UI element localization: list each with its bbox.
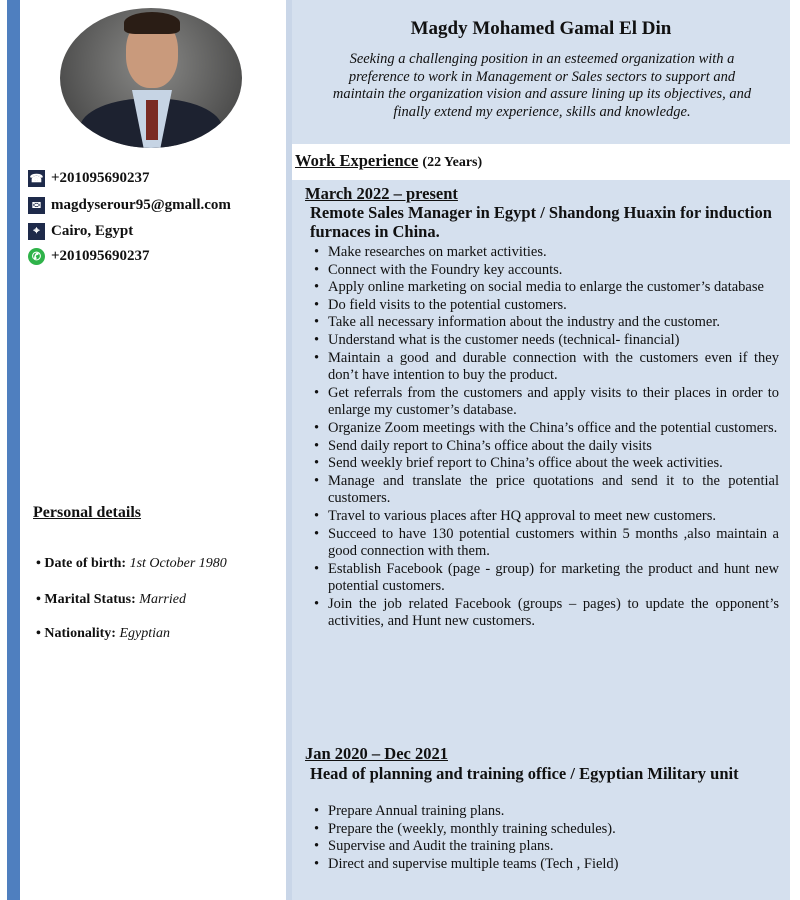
- job-bullet-item: • Make researches on market activities.: [312, 244, 779, 262]
- personal-details-title: Personal details: [33, 504, 141, 521]
- contact-email[interactable]: [28, 197, 231, 214]
- job-bullet-item: • Direct and supervise multiple teams (Tech , Field): [312, 856, 779, 874]
- job-bullet-item: • Send daily report to China’s office about the daily visits: [312, 438, 779, 456]
- contact-phone: [28, 170, 150, 187]
- job-bullet-item: • Prepare the (weekly, monthly training schedules).: [312, 821, 779, 839]
- candidate-name: Magdy Mohamed Gamal El Din: [410, 18, 672, 39]
- right-margin: [790, 0, 800, 900]
- whatsapp-text: +201095690237: [51, 248, 150, 264]
- job-bullet-item: • Travel to various places after HQ approval to meet new customers.: [312, 508, 779, 526]
- job-bullet-item: • Supervise and Audit the training plans.: [312, 838, 779, 856]
- personal-marital: • Marital Status: Married: [36, 592, 186, 607]
- job-bullet-item: • Connect with the Foundry key accounts.: [312, 262, 779, 280]
- left-accent-bar: [7, 0, 20, 900]
- nationality-label: Nationality:: [44, 626, 116, 641]
- job-role: Remote Sales Manager in Egypt / Shandong Huaxin for induction furnaces in China.: [310, 203, 772, 241]
- job-date: March 2022 – present: [305, 184, 458, 203]
- job-bullet-item: • Do field visits to the potential customers.: [312, 297, 779, 315]
- job-bullet-item: • Understand what is the customer needs (technical- financial): [312, 332, 779, 350]
- profile-photo: [60, 8, 242, 148]
- work-experience-years: (22 Years): [422, 155, 483, 170]
- marital-value: Married: [139, 592, 186, 607]
- marital-label: Marital Status:: [44, 592, 136, 607]
- personal-dob: • Date of birth: 1st October 1980: [36, 556, 227, 571]
- job-bullet-item: • Maintain a good and durable connection with the customers even if they don’t have intention to buy the product.: [312, 350, 779, 385]
- personal-nationality: • Nationality: Egyptian: [36, 626, 171, 641]
- phone-text: +201095690237: [51, 170, 150, 186]
- job-bullet-item: • Get referrals from the customers and apply visits to their places in order to enlarge my customer’s database.: [312, 385, 779, 420]
- location-text: Cairo, Egypt: [51, 223, 134, 239]
- job-date: Jan 2020 – Dec 2021: [305, 744, 448, 763]
- work-experience-title: Work Experience: [295, 151, 419, 170]
- job-bullet-item: • Take all necessary information about the industry and the customer.: [312, 314, 779, 332]
- job-bullet-item: • Organize Zoom meetings with the China’s office and the potential customers.: [312, 420, 779, 438]
- location-icon: ⌖: [28, 223, 45, 240]
- job-role: Head of planning and training office / Egyptian Military unit: [310, 764, 739, 783]
- contact-location: [28, 223, 133, 240]
- job-bullet-item: • Succeed to have 130 potential customers within 5 months ,also maintain a good connection with them.: [312, 526, 779, 561]
- nationality-value: Egyptian: [119, 626, 171, 641]
- job-bullet-item: • Apply online marketing on social media to enlarge the customer’s database: [312, 279, 779, 297]
- contact-whatsapp: [28, 248, 150, 265]
- dob-label: Date of birth:: [44, 556, 127, 571]
- phone-icon: ☎: [28, 170, 45, 187]
- job-bullet-item: • Prepare Annual training plans.: [312, 803, 779, 821]
- job-bullet-item: • Establish Facebook (page - group) for marketing the product and hunt new potential customers.: [312, 561, 779, 596]
- objective-text: Seeking a challenging position in an esteemed organization with a preference to work in Management or Sales sectors to support and maintain the organization vision and assure lining up its objectives, and finally extend my experience, skills and knowledge.: [332, 51, 752, 120]
- job-bullets: [312, 244, 779, 631]
- job-bullet-item: • Manage and translate the price quotations and send it to the potential customers.: [312, 473, 779, 508]
- job-bullet-item: • Join the job related Facebook (groups – pages) to update the opponent’s activities, and Hunt new customers.: [312, 596, 779, 631]
- email-text[interactable]: magdyserour95@gmall.com: [51, 197, 231, 213]
- job-bullets: [312, 803, 779, 873]
- whatsapp-icon: ✆: [28, 248, 45, 265]
- work-experience-heading: [295, 151, 482, 171]
- email-icon: ✉: [28, 197, 45, 214]
- dob-value: 1st October 1980: [129, 556, 227, 571]
- job-bullet-item: • Send weekly brief report to China’s office about the week activities.: [312, 455, 779, 473]
